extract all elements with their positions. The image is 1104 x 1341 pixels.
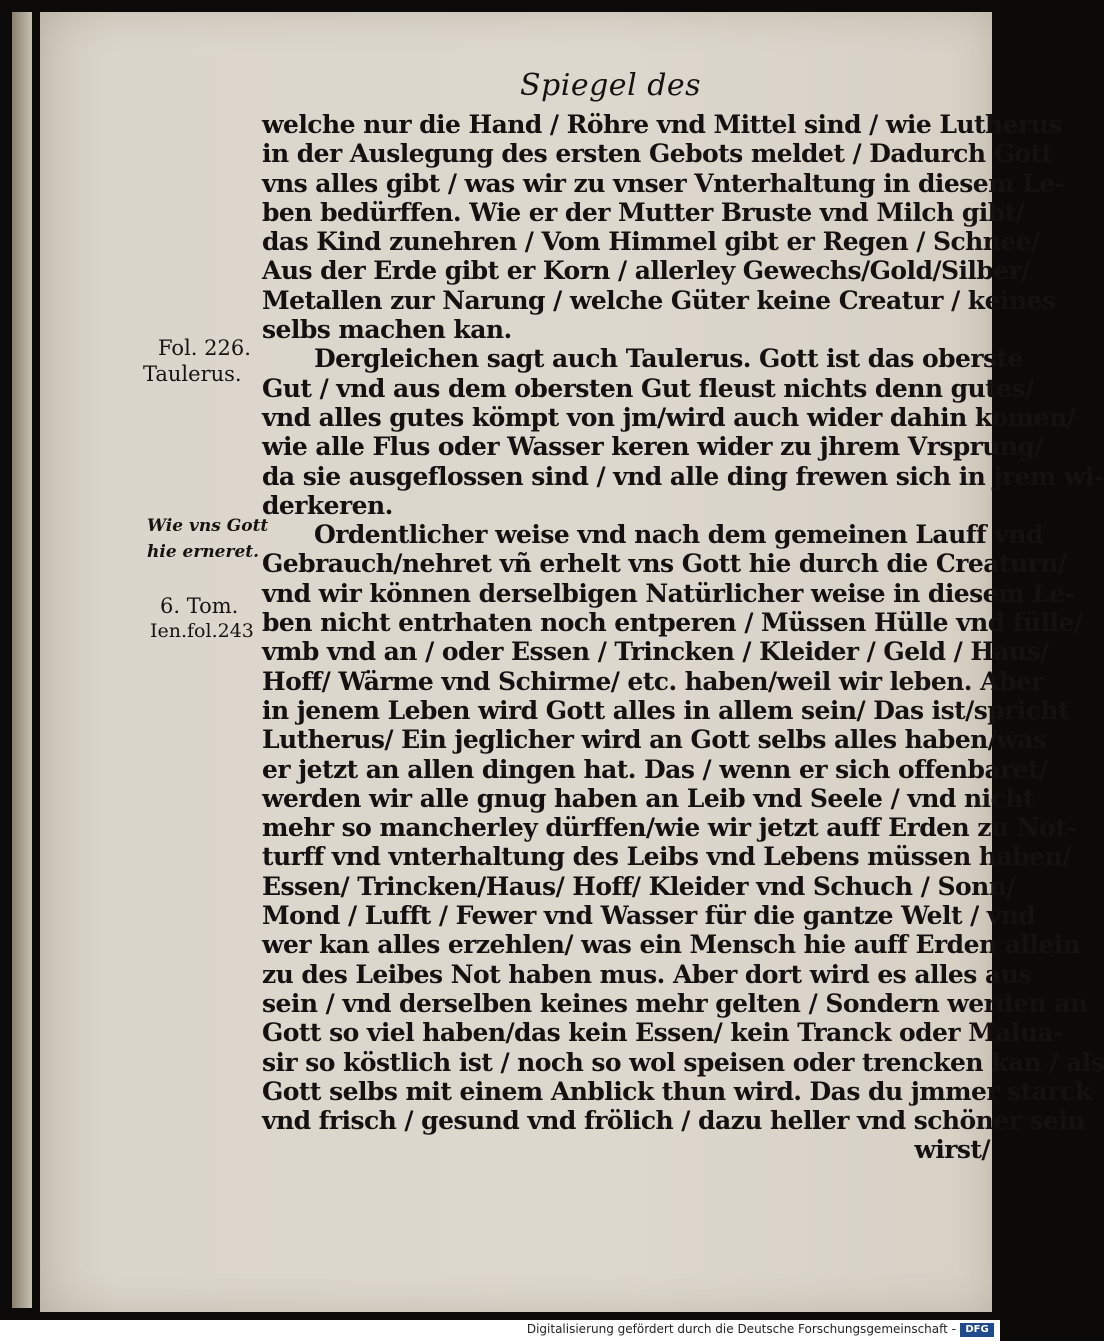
text-line: Aus der Erde gibt er Korn / allerley Gewechs/Gold/Silber/ [262,256,1030,286]
text-line: ben bedürffen. Wie er der Mutter Bruste vnd Milch gibt/ [262,197,1025,227]
text-line: zu des Leibes Not haben mus. Aber dort wird es alles aus [262,959,1032,989]
text-line: in der Auslegung des ersten Gebots meldet / Dadurch Gott [262,139,1053,169]
text-line: Mond / Lufft / Fewer vnd Wasser für die gantze Welt / vnd [262,901,1036,931]
margin-note-taulerus: Taulerus. [143,362,242,386]
text-line: sir so köstlich ist / noch so wol speisen oder trencken kan / als [262,1047,1104,1077]
margin-note-wie-line1: Wie vns Gott [147,516,269,536]
text-line: Hoff/ Wärme vnd Schirme/ etc. haben/weil wir leben. Aber [262,666,1044,696]
text-line: vns alles gibt / was wir zu vnser Vnterhaltung in diesem Le- [262,168,1065,198]
body-text [262,110,1104,1165]
text-line: Gebrauch/nehret vñ erhelt vns Gott hie durch die Creaturn/ [262,549,1067,579]
text-line: vnd alles gutes kömpt von jm/wird auch wider dahin komen/ [262,402,1076,432]
text-line: in jenem Leben wird Gott alles in allem sein/ Das ist/spricht [262,695,1070,725]
text-line: mehr so mancherley dürffen/wie wir jetzt auff Erden zu Not- [262,813,1076,843]
previous-page-edge [12,12,32,1308]
text-line: Essen/ Trincken/Haus/ Hoff/ Kleider vnd Schuch / Sonn/ [262,871,1015,901]
margin-note-folio: Fol. 226. [158,336,251,360]
margin-note-tom-line1: 6. Tom. [160,594,239,618]
text-line: Ordentlicher weise vnd nach dem gemeinen Lauff vnd [314,520,1043,550]
text-line: Gott so viel haben/das kein Essen/ kein Tranck oder Malua- [262,1018,1063,1048]
text-line: Gut / vnd aus dem obersten Gut fleust nichts denn gutes/ [262,373,1034,403]
text-line: da sie ausgeflossen sind / vnd alle ding frewen sich in jrem wi- [262,461,1104,491]
text-line: wirst/ [914,1135,990,1165]
text-line: wie alle Flus oder Wasser keren wider zu jhrem Vrsprung/ [262,432,1044,462]
text-line: vnd frisch / gesund vnd frölich / dazu heller vnd schöner sein [262,1106,1085,1136]
margin-note-tom-line2: Ien.fol.243 [150,620,254,642]
text-line: turff vnd vnterhaltung des Leibs vnd Lebens müssen haben/ [262,842,1071,872]
footer-credit: Digitalisierung gefördert durch die Deutsche Forschungsgemeinschaft - [526,1322,956,1336]
text-line: selbs machen kan. [262,315,512,345]
text-line: Metallen zur Narung / welche Güter keine Creatur / keines [262,285,1056,315]
text-line: ben nicht entrhaten noch entperen / Müssen Hülle vnd fülle/ [262,608,1083,638]
running-head: Spiegel des [520,68,702,103]
text-line: werden wir alle gnug haben an Leib vnd Seele / vnd nicht [262,783,1034,813]
margin-note-wie-line2: hie erneret. [147,542,260,562]
text-line: Lutherus/ Ein jeglicher wird an Gott selbs alles haben/was [262,725,1047,755]
text-line: sein / vnd derselben keines mehr gelten / Sondern werden an [262,988,1088,1018]
text-line: Dergleichen sagt auch Taulerus. Gott ist das oberste [314,344,1023,374]
text-line: wer kan alles erzehlen/ was ein Mensch hie auff Erden allein [262,930,1081,960]
footer-bar [0,1320,1000,1341]
text-line: das Kind zunehren / Vom Himmel gibt er Regen / Schnee/ [262,227,1040,257]
text-line: er jetzt an allen dingen hat. Das / wenn er sich offenbaret/ [262,754,1048,784]
text-line: vnd wir können derselbigen Natürlicher weise in diesem Le- [262,578,1075,608]
dfg-logo: DFG [960,1323,994,1337]
text-line: derkeren. [262,490,393,520]
text-line: welche nur die Hand / Röhre vnd Mittel sind / wie Lutherus [262,110,1062,139]
text-line: Gott selbs mit einem Anblick thun wird. Das du jmmer starck [262,1076,1092,1106]
text-line: vmb vnd an / oder Essen / Trincken / Kleider / Geld / Haus/ [262,637,1049,667]
